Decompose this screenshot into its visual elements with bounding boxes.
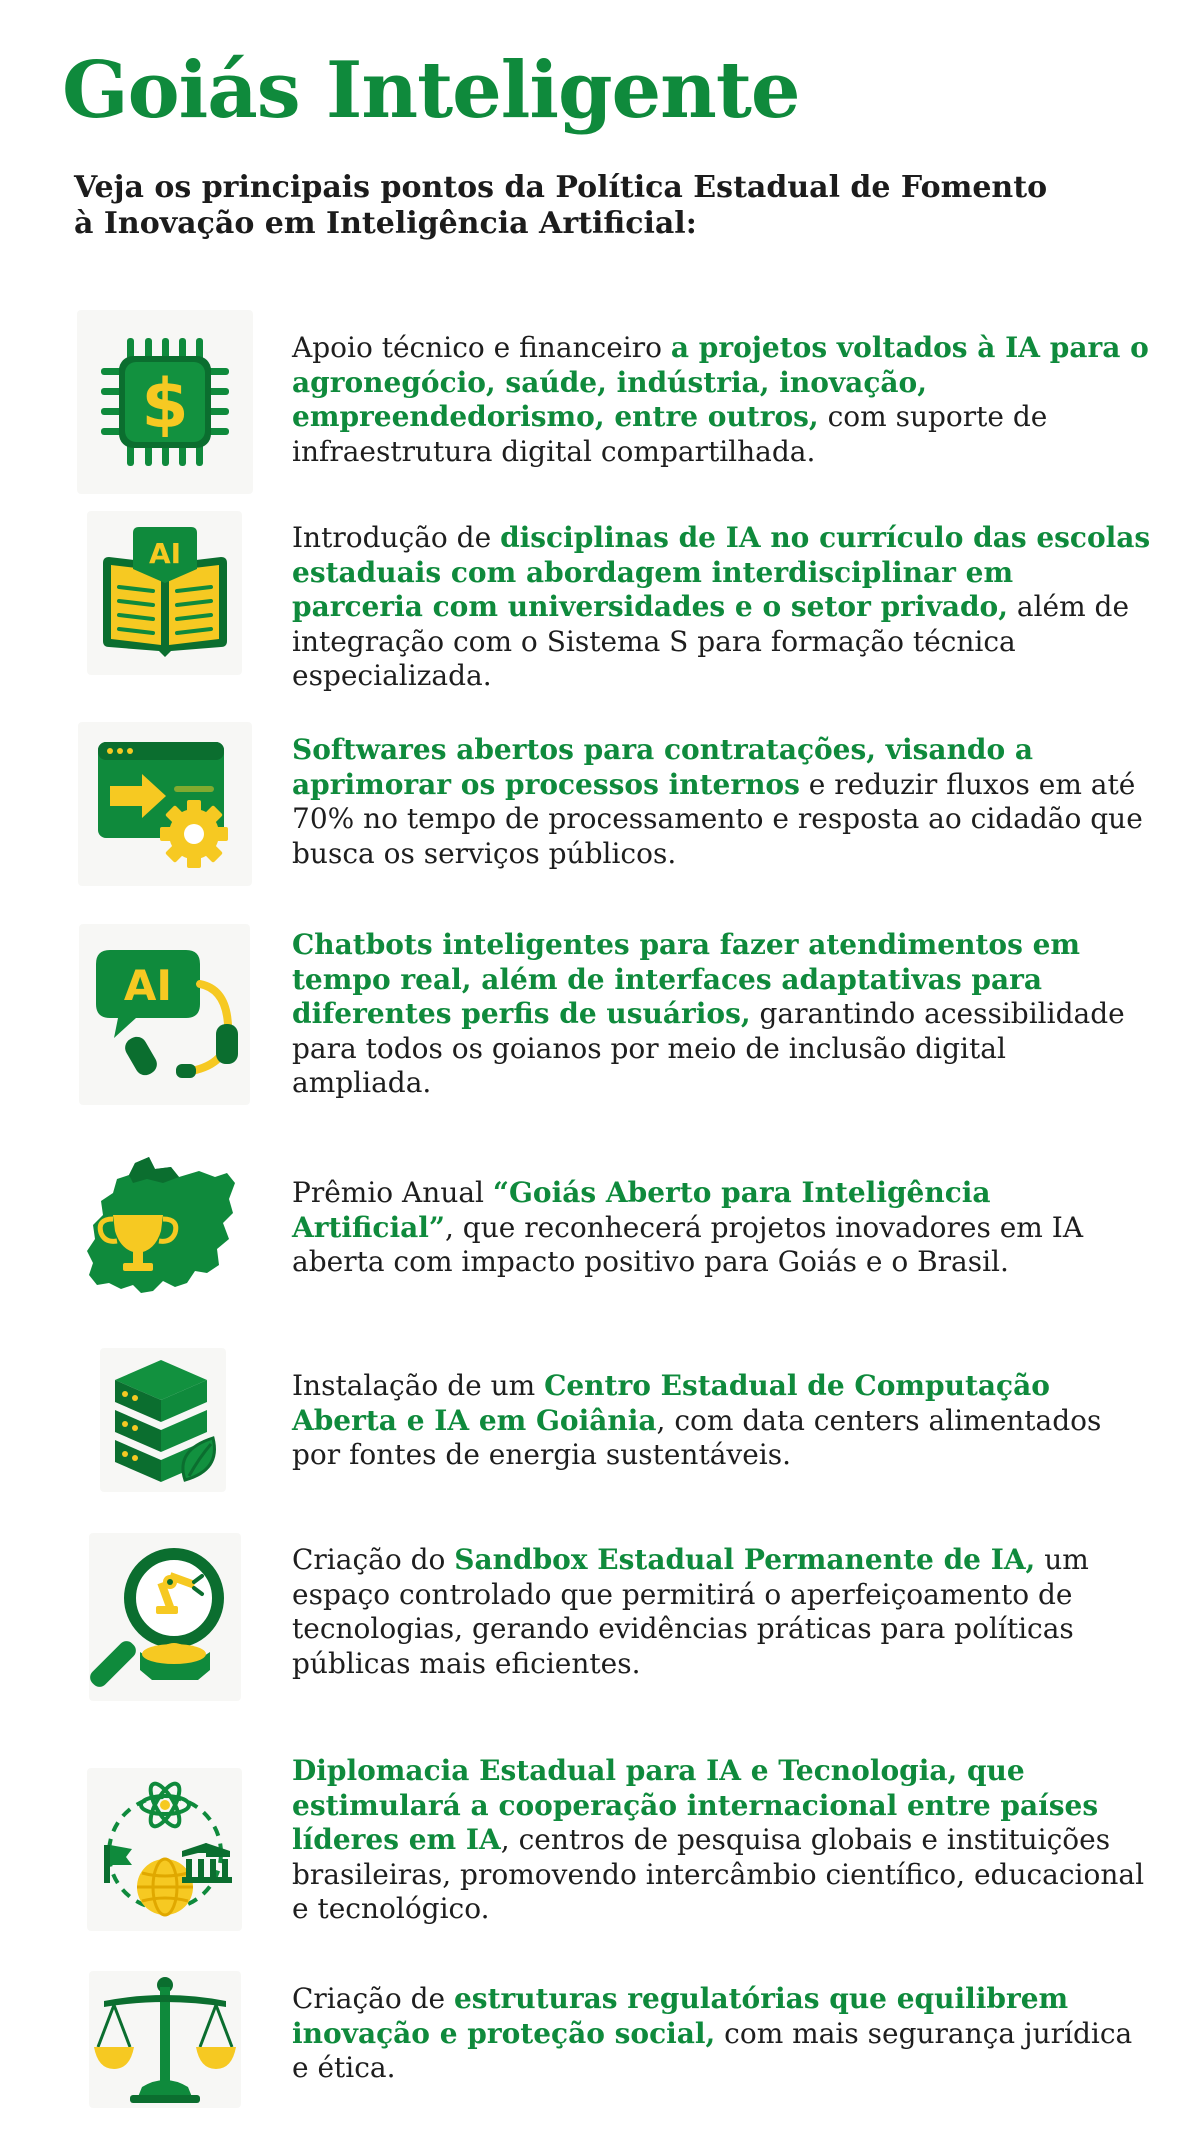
globe-diplomacy-icon [87, 1768, 242, 1931]
item-text-plain: com suporte de infraestrutura digital compartilhada. [292, 400, 1048, 468]
goias-map-trophy-icon [80, 1150, 245, 1305]
item-text [292, 1369, 1152, 1473]
item-text-highlight: Diplomacia Estadual para IA e Tecnologia, que estimulará a cooperação internacional entre países líderes em IA [292, 1754, 1099, 1856]
ai-chatbot-headset-icon [79, 924, 250, 1105]
item-text-highlight: Sandbox Estadual Permanente de IA, [454, 1543, 1036, 1576]
item-text [292, 1982, 1152, 2086]
software-process-gear-icon [78, 722, 252, 886]
server-stack-leaf-icon [100, 1348, 226, 1492]
item-text-plain: , com data centers alimentados por fontes de energia sustentáveis. [292, 1403, 1102, 1471]
page-title: Goiás Inteligente [62, 45, 800, 136]
ai-book-icon [87, 511, 242, 675]
svg-text:$: $ [141, 365, 189, 444]
svg-text:AI: AI [148, 537, 181, 570]
item-text-plain: garantindo acessibilidade para todos os goianos por meio de inclusão digital ampliada. [292, 997, 1125, 1099]
item-text [292, 1176, 1152, 1280]
item-text-highlight: a projetos voltados à IA para o agronegócio, saúde, indústria, inovação, empreendedorismo, entre outros, [292, 331, 1149, 433]
item-text-plain: Introdução de [292, 521, 501, 554]
item-text [292, 331, 1152, 469]
scales-of-justice-icon [89, 1971, 241, 2108]
item-text-highlight: disciplinas de IA no currículo das escolas estaduais com abordagem interdisciplinar em parceria com universidades e o setor privado, [292, 521, 1151, 623]
item-text [292, 521, 1152, 694]
item-text-plain: e reduzir fluxos em até 70% no tempo de processamento e resposta ao cidadão que busca os serviços públicos. [292, 767, 1143, 870]
item-text-highlight: Softwares abertos para contratações, visando a aprimorar os processos internos [292, 733, 1034, 801]
item-text-plain: , centros de pesquisa globais e instituições brasileiras, promovendo intercâmbio científico, educacional e tecnológico. [292, 1823, 1145, 1925]
item-text-plain: , que reconhecerá projetos inovadores em IA aberta com impacto positivo para Goiás e o Brasil. [292, 1210, 1084, 1278]
item-text-highlight: Chatbots inteligentes para fazer atendimentos em tempo real, além de interfaces adaptativas para diferentes perfis de usuários, [292, 928, 1081, 1030]
item-text-highlight: estruturas regulatórias que equilibrem inovação e proteção social, [292, 1982, 1069, 2050]
item-text-highlight: “Goiás Aberto para Inteligência Artificial” [292, 1176, 991, 1244]
item-text-plain: Prêmio Anual [292, 1176, 493, 1209]
magnifier-robot-arm-icon [89, 1533, 241, 1701]
item-text-plain: Criação de [292, 1982, 454, 2015]
item-text-plain: Apoio técnico e financeiro [292, 331, 671, 364]
item-text-plain: um espaço controlado que permitirá o aperfeiçoamento de tecnologias, gerando evidências práticas para políticas públicas mais eficientes. [292, 1543, 1089, 1680]
item-text [292, 1754, 1152, 1927]
item-text-plain: Instalação de um [292, 1369, 545, 1402]
item-text [292, 928, 1152, 1101]
item-text-plain: com mais segurança jurídica e ética. [292, 2016, 1133, 2084]
item-text-highlight: Centro Estadual de Computação Aberta e IA em Goiânia [292, 1369, 1050, 1437]
ai-chip-dollar-icon [77, 310, 253, 494]
svg-text:AI: AI [123, 960, 172, 1010]
item-text [292, 1543, 1152, 1681]
page-subtitle: Veja os principais pontos da Política Estadual de Fomento à Inovação em Inteligência Artificial: [74, 170, 1048, 241]
item-text-plain: além de integração com o Sistema S para formação técnica especializada. [292, 590, 1130, 692]
item-text-plain: Criação do [292, 1543, 455, 1576]
item-text [292, 733, 1152, 871]
